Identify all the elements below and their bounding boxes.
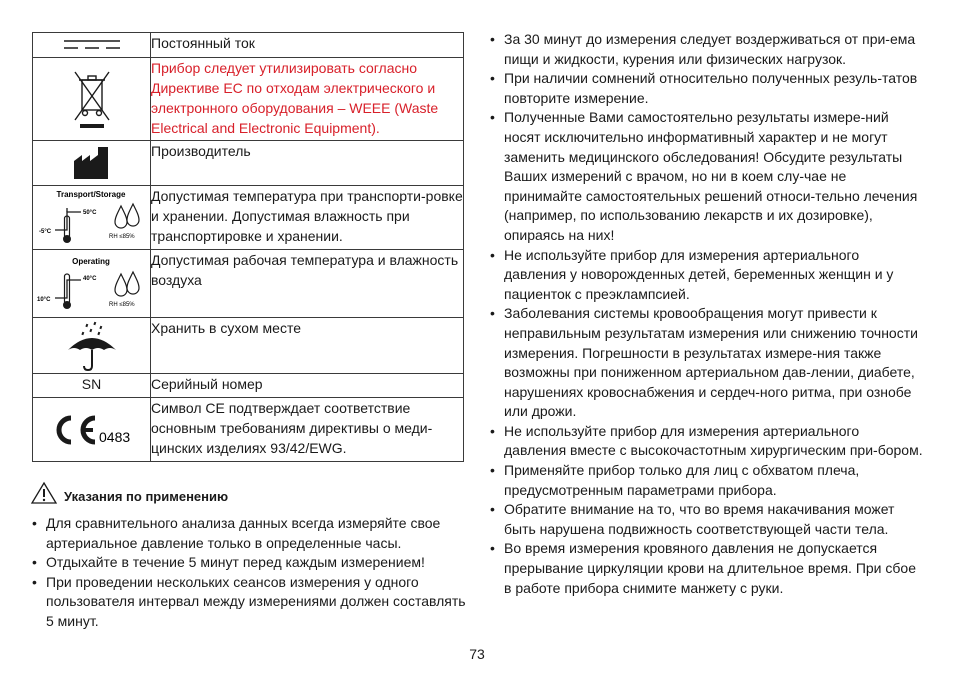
list-item: • При наличии сомнений относительно полученных резуль-татов повторите измерение.	[490, 69, 924, 108]
table-row	[33, 33, 464, 58]
list-item: • Применяйте прибор только для лиц с обхватом плеча, предусмотренным параметрами прибора.	[490, 461, 924, 500]
symbol-cell	[33, 186, 151, 250]
list-item: • При проведении нескольких сеансов измерения у одного пользователя интервал между измерениями должен составлять 5 минут.	[32, 573, 472, 632]
list-item: • Не используйте прибор для измерения артериального давления у новорожденных детей, беременных женщин и у пациенток с преэклампсией.	[490, 246, 924, 305]
right-bullet-list	[490, 30, 924, 598]
table-row	[33, 58, 464, 141]
symbol-table	[32, 32, 464, 462]
ce-mark-icon	[33, 398, 150, 460]
symbol-cell	[33, 58, 151, 141]
symbol-description: Прибор следует утилизировать согласно Директиве ЕС по отходам электрического и электронного оборудования – WEEE (Waste Electrical and Electronic Equipment).	[151, 58, 464, 141]
symbol-description: Производитель	[151, 141, 464, 186]
list-item: • Полученные Вами самостоятельно результаты измере-ний носят исключительно информативный характер и не могут заменить медицинского обследования! Обсудите результаты Ваших измерений с врачом, но ни в коем слу-чае не принимайте самостоятельных решений относи-тельно лечения (например, по использованию лекарств и их дозировке), опираясь на них!	[490, 108, 924, 245]
symbol-cell	[33, 141, 151, 186]
symbol-description: Постоянный ток	[151, 33, 464, 58]
symbol-cell	[33, 33, 151, 58]
symbol-description: Серийный номер	[151, 374, 464, 398]
symbol-cell	[33, 398, 151, 462]
dc-current-icon	[62, 33, 122, 55]
operating-conditions-icon	[33, 250, 150, 316]
list-item: • Заболевания системы кровообращения могут привести к неправильным результатам измерения или снижению точности измерения. Погрешности в результатах измере-ния также возможны при пониженном артериальном дав-лении, диабете, нарушениях кровоснабжения и сердеч-ного ритма, при ознобе или дрожи.	[490, 304, 924, 422]
symbol-description: Хранить в сухом месте	[151, 318, 464, 374]
table-row	[33, 374, 464, 398]
symbol-description: Допустимая рабочая температура и влажность воздуха	[151, 250, 464, 318]
list-item: • Во время измерения кровяного давления не допускается прерывание циркуляции крови на длительное время. При сбое в работе прибора снимите манжету с руки.	[490, 539, 924, 598]
symbol-description: Допустимая температура при транспорти-ровке и хранении. Допустимая влажность при транспортировке и хранении.	[151, 186, 464, 250]
table-row	[33, 186, 464, 250]
list-item: • Для сравнительного анализа данных всегда измеряйте свое артериальное давление только в определенные часы.	[32, 514, 472, 553]
section-heading-text: Указания по применению	[64, 489, 229, 504]
operating-title: Operating	[72, 257, 110, 266]
left-bullet-list	[32, 514, 472, 632]
warning-triangle-icon	[30, 481, 58, 505]
list-item: • Не используйте прибор для измерения артериального давления вместе с высокочастотным хирургическим при-бором.	[490, 422, 924, 461]
min-temperature-label: 10°C	[37, 297, 51, 303]
keep-dry-umbrella-icon	[62, 320, 122, 372]
max-temperature-label: 50°C	[83, 210, 97, 216]
table-row	[33, 398, 464, 462]
notified-body-number: 0483	[99, 429, 131, 445]
humidity-label: RH ≤85%	[109, 234, 135, 240]
transport-storage-title: Transport/Storage	[56, 190, 126, 199]
section-heading	[30, 481, 470, 510]
symbol-cell	[33, 318, 151, 374]
list-item: • За 30 минут до измерения следует воздерживаться от при-ема пищи и жидкости, курения или физических нагрузок.	[490, 30, 924, 69]
transport-storage-icon	[33, 186, 150, 248]
serial-number-symbol: SN	[33, 374, 151, 398]
humidity-label: RH ≤85%	[109, 302, 135, 308]
list-item: • Отдыхайте в течение 5 минут перед каждым измерением!	[32, 553, 472, 573]
symbol-description: Символ CE подтверждает соответствие основным требованиям директивы о меди-цинских изделиях 93/42/EWG.	[151, 398, 464, 462]
max-temperature-label: 40°C	[83, 276, 97, 282]
table-row	[33, 250, 464, 318]
weee-crossed-bin-icon	[67, 64, 117, 134]
list-item: • Обратите внимание на то, что во время накачивания может быть нарушена подвижность соответствующей части тела.	[490, 500, 924, 539]
symbol-cell	[33, 250, 151, 318]
table-row	[33, 141, 464, 186]
min-temperature-label: -5°C	[39, 229, 52, 235]
manufacturer-factory-icon	[72, 145, 112, 181]
page-number: 73	[469, 646, 485, 662]
table-row	[33, 318, 464, 374]
